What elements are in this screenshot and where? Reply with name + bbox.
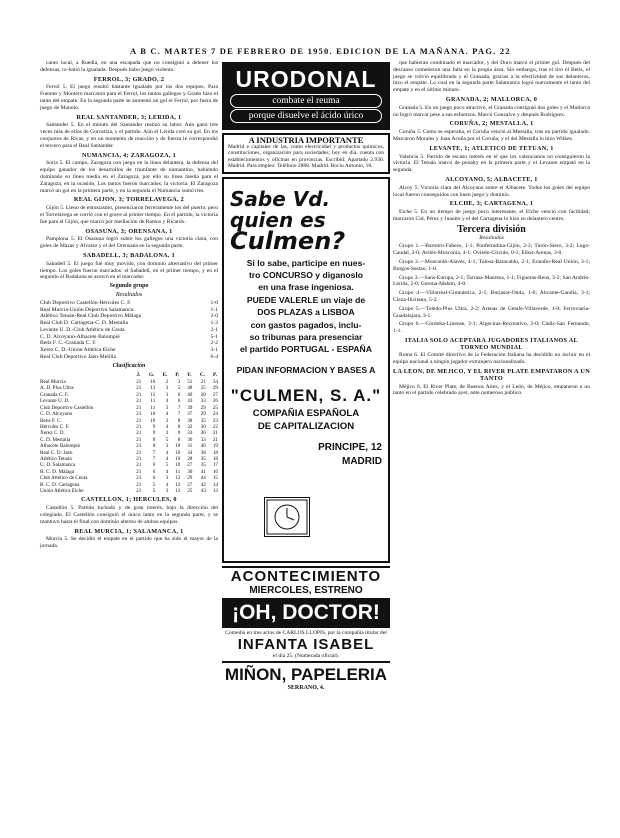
table-cell: 21 (136, 481, 142, 488)
industria-ad (222, 133, 390, 174)
table-cell: 30 (200, 391, 206, 398)
culmen-company1: COMPAÑIA ESPAÑOLA (252, 408, 360, 420)
tercera-title: Tercera división (457, 223, 526, 235)
result-score: 5-1 (210, 333, 218, 340)
table-cell: 12 (175, 481, 181, 488)
table-cell: 10 (175, 443, 181, 450)
result-row (40, 300, 218, 307)
group-title: Segundo grupo (109, 283, 149, 290)
match-title: REAL GIJON, 3; TORRELAVEGA, 2 (73, 196, 185, 204)
table-cell: 33 (200, 398, 206, 405)
team-name: Granada C. F. (40, 391, 69, 398)
match-text: Ferrol 5. El juego resultó bastante igualado por los dos equipos. Para Fuentes y Montero marcaron para el Ferrol, los tantos gallegos y Grado hizo el tanto del empate. En la segunda parte se aumentó un gol el Ferrol, por fuera de juego de Manolo. (40, 84, 218, 111)
match-text: Castellón 5. Partido luchado y de gran interés, bajo la dirección del colegiado. El Castellón consiguió el único tanto en la segunda parte, y se mantuvo hasta el final con dominio alterno de ambos equipos. (40, 505, 218, 525)
results-label: Resultados (115, 291, 143, 298)
table-cell: 25 (187, 487, 193, 494)
result-score: 1-1 (210, 306, 218, 313)
table-cell: 40 (200, 443, 206, 450)
match-text: Granada 5. En un juego poco atractivo, el Granada consiguió dos goles y el Mallorca no logró marcar pese a sus esfuerzos. Marcó Gonzalvo y después Rodríguez. (393, 104, 590, 118)
table-cell: 4 (165, 455, 169, 462)
match-text: Sabadell 5. El juego fué muy movido, con dominio alternativo del primer tiempo. Los goles fueron marcados: el Sabadell, en el primer tiempo, y en el segundo el Badalona se acercó en el marcador. (40, 260, 218, 281)
team-name: Club Atlético de Ceuta (40, 475, 88, 482)
table-cell: 7 (152, 455, 156, 462)
team-name: Club Deportivo Castellón (40, 404, 94, 411)
result-score: 2-0 (210, 313, 218, 320)
result-teams: Real Club Deportivo Jaén-Melilla (40, 354, 116, 361)
table-cell: 12 (175, 475, 181, 482)
tercera-group: Grupo 6.—Córdoba-Linense, 3-1; Algeciras-Recreativo, 2-0; Cádiz-San Fernando, 1-1. (393, 321, 590, 335)
table-cell: 7 (177, 404, 181, 411)
table-cell: 34 (212, 379, 218, 386)
leon-text: Méjico 6. El River Plate, de Buenos Aires, y el León, de Méjico, empataron a un tanto en el partido celebrado ayer, ante numeroso público. (393, 383, 590, 397)
table-cell: 7 (152, 449, 156, 456)
table-cell: 4 (165, 468, 169, 475)
table-cell: 35 (200, 455, 206, 462)
culmen-line: el partido PORTUGAL - ESPAÑA (240, 344, 372, 355)
table-cell: 10 (150, 411, 156, 418)
team-name: C. D. Alcoyano (40, 411, 73, 418)
table-cell: 42 (200, 481, 206, 488)
table-cell: 4 (165, 411, 169, 418)
table-cell: 19 (212, 443, 218, 450)
table-header-cell: F. (187, 371, 192, 378)
table-cell: 6 (152, 462, 156, 469)
culmen-addr1: PRINCIPE, 12 (318, 441, 382, 453)
table-cell: 29 (200, 411, 206, 418)
table-cell: 9 (152, 423, 156, 430)
minon-papeleria: MIÑON, PAPELERIA (222, 661, 390, 685)
infanta-isabel: INFANTA ISABEL (237, 635, 375, 653)
table-cell: 11 (150, 398, 156, 405)
result-score: 2-2 (210, 340, 218, 347)
team-name: Hércules C. F. (40, 423, 70, 430)
table-cell: 13 (175, 487, 181, 494)
team-name: Real Murcia (40, 379, 66, 386)
table-cell: 48 (187, 385, 193, 392)
table-cell: 29 (200, 404, 206, 411)
table-cell: 3 (177, 379, 181, 386)
team-name: Xerez C. D. (40, 430, 65, 437)
table-cell: 33 (187, 430, 193, 437)
result-score: 1-0 (210, 299, 218, 306)
table-cell: 21 (212, 436, 218, 443)
table-row (40, 488, 218, 494)
results-list (40, 300, 218, 361)
table-cell: 26 (212, 398, 218, 405)
match-title: OSASUNA, 3; ORENSANA, 1 (85, 227, 173, 235)
table-cell: 8 (152, 443, 156, 450)
result-row (40, 327, 218, 334)
intro-paragraph: canto local, a Ruedia, en una escapada que no consiguió a detener los defensas, ro-batió la igualada. Después hubo juego violento. (40, 60, 218, 73)
table-cell: 51 (187, 379, 193, 386)
table-cell: 6 (177, 391, 181, 398)
culmen-line: DOS PLAZAS a LISBOA (257, 307, 355, 318)
table-cell: 21 (212, 430, 218, 437)
table-cell: 14 (212, 481, 218, 488)
result-row (40, 334, 218, 341)
match-text: Soria 5. El campo, Zaragoza con juego en la línea delantera, la defensa del equipo ganador de los desarrollos de triunfante de numantino, habiendo dominado su línea media en el Zaragoza, por ello su línea media para el Zaragoza, en la ocasión, Los tantos fueron marcados: la victoria. El Zaragoza marcó un gol en la primera parte, y en la segunda el Numancia sumó tres. (40, 160, 218, 194)
tercera-sub: Resultados (479, 234, 504, 241)
table-cell: 29 (212, 385, 218, 392)
table-cell: 6 (152, 475, 156, 482)
culmen-name: "CULMEN, S. A." (230, 386, 382, 406)
tercera-group: Grupo 5.—Toledo-Plus Ultra, 2-2; Arenas de Getafe-Villaverde, 1-0; Ferroviaria-Guadalajara, 3-1. (393, 305, 590, 319)
table-cell: 21 (136, 443, 142, 450)
table-cell: 8 (152, 436, 156, 443)
match-title: SABADELL, 3; BADALONA, 1 (83, 251, 175, 259)
table-cell: 21 (136, 398, 142, 405)
result-teams: Betis F. C.-Granada C. F. (40, 340, 97, 347)
culmen-line: en una frase ingeniosa. (258, 282, 354, 293)
culmen-company2: DE CAPITALIZACION (257, 420, 355, 432)
column-left (40, 60, 218, 552)
table-cell: 16 (212, 468, 218, 475)
culmen-line: so tribunas para presenciar (249, 331, 363, 342)
table-cell: 39 (187, 404, 193, 411)
table-header-cell: J. (136, 371, 141, 378)
table-cell: 4 (165, 481, 169, 488)
tercera-groups (393, 243, 590, 335)
table-cell: 43 (187, 398, 193, 405)
table-cell: 13 (212, 487, 218, 494)
culmen-head3: Culmen? (230, 226, 346, 255)
match-text: Santander 5. En el minuto del Santander realizó su labor. Aún ganó tres veces más de ellos de Gorostiza, y el partido. Aún el Lérida creó su gol. En los conjuntos de Rivas, y en un momento de reacción y de fuerza le correspondió el tercero para el Real Santander. (40, 122, 218, 149)
tercera-group: Grupo 1.—Barreiro-Fabero, 1-1; Ponferradina-Gijón, 2-2; Turón-Siero, 3-2; Lugo-Caudal, 2-0; Avilés-Mosconia, 4-1; Oviedo-Círculo, 0-1; Eibar-Arenas, 3-0. (393, 243, 590, 257)
table-cell: 11 (175, 468, 181, 475)
tercera-group: Grupo 2.—Moscardó-Alavés, 4-1; Tolosa-Baracaldo, 2-1; Erandio-Real Unión, 3-1; Burgos-Sestao, 1-0. (393, 258, 590, 272)
urodonal-title: URODONAL (235, 66, 377, 92)
table-cell: 21 (136, 404, 142, 411)
team-name: A. D. Plus Ultra (40, 385, 74, 392)
italia-text: Roma 6. El Comité directivo de la Federación Italiana ha decidido no incluir en el equipo nacional a ningún jugador extranjero nacionalizado. (393, 352, 590, 366)
team-name: C. D. Mestalla (40, 436, 71, 443)
miercoles-estreno: MIERCOLES, ESTRENO (249, 584, 363, 596)
result-teams: Xerez C. D.-Unión Atlética Elche (40, 347, 116, 354)
table-cell: 21 (136, 430, 142, 437)
match-title: GRANADA, 2; MALLORCA, 0 (445, 95, 538, 103)
match-reports-2 (40, 497, 218, 550)
table-header-cell: G. (148, 371, 155, 378)
table-cell: 18 (212, 449, 218, 456)
table-cell: 9 (152, 430, 156, 437)
tercera-group: Grupo 4.—Villarreal-Gimnástica, 2-1; Burjasot-Onda, 1-0; Alicante-Gandía, 3-1; Cieza-Ilicitano, 5-2. (393, 290, 590, 303)
acontecimiento-title: ACONTECIMIENTO (222, 566, 390, 585)
table-cell: 29 (187, 475, 193, 482)
match-title: CORUÑA, 2; MESTALLA, 1 (449, 120, 534, 128)
team-name: Betis F. C. (40, 417, 62, 424)
culmen-line: Si lo sabe, participe en nues- (246, 257, 366, 268)
leon-title: LA LEON, DE MEJICO, Y EL RIVER PLATE EMPATARON A UN TANTO (393, 368, 590, 382)
table-cell: 28 (187, 455, 193, 462)
urodonal-sub1: combate el reuma (230, 94, 382, 108)
team-name: Atlético Tetuán (40, 455, 72, 462)
table-cell: 4 (165, 423, 169, 430)
match-text: Valencia 5. Partido de escaso interés en el que los valencianos no consiguieron la victoria. El Tetuán marcó de penalty en la primera parte y el Levante empató en la segunda. (393, 153, 590, 174)
culmen-info: PIDAN INFORMACION Y BASES A (236, 364, 376, 375)
table-cell: 3 (165, 391, 169, 398)
table-cell: 17 (212, 462, 218, 469)
match-title: CASTELLON, 1; HERCULES, 0 (81, 496, 177, 504)
match-text: Elche 5. En un tiempo de juego poco interesante, el Elche venció con facilidad; marcaron Cid, Pérez y Juanito y el del Cartagena lo hizo su delantero centro. (393, 209, 590, 222)
table-cell: 35 (200, 417, 206, 424)
table-cell: 22 (212, 423, 218, 430)
table-cell: 13 (150, 385, 156, 392)
table-cell: 4 (165, 398, 169, 405)
match-title: LEVANTE, 1; ATLETICO DE TETUAN, 1 (429, 144, 554, 152)
table-header-cell: P. (175, 371, 180, 378)
result-row (40, 320, 218, 327)
table-cell: 18 (212, 455, 218, 462)
table-cell: 25 (200, 385, 206, 392)
table-cell: 21 (136, 436, 142, 443)
comedia-text: Comedia en tres actos de CARLOS LLOPIS, por la compañía titular del (225, 629, 387, 636)
table-cell: 32 (187, 423, 193, 430)
table-cell: 37 (187, 411, 193, 418)
table-cell: 43 (200, 487, 206, 494)
culmen-headline (230, 186, 382, 255)
team-name: Unión Atlética Elche (40, 487, 84, 494)
match-title: ALCOYANO, 5; ALBACETE, 1 (445, 175, 538, 183)
advertisements-column (222, 62, 390, 691)
table-cell: 12 (150, 391, 156, 398)
table-cell: 21 (136, 411, 142, 418)
result-row (40, 313, 218, 320)
italia-title: ITALIA SOLO ACEPTARA JUGADORES ITALIANOS AL TORNEO MUNDIAL (405, 336, 578, 351)
match-text: Murcia 5. Se decidió el empate en el partido que ha sido el mayor de la jornada. (40, 536, 218, 550)
industria-title: A INDUSTRIA IMPORTANTE (248, 135, 364, 145)
culmen-head1: Sabe Vd. (230, 186, 331, 211)
table-cell: 34 (187, 449, 193, 456)
table-cell: 5 (165, 462, 169, 469)
table-cell: 8 (177, 423, 181, 430)
team-name: U. D. Salamanca (40, 462, 76, 469)
table-cell: 21 (136, 417, 142, 424)
urodonal-ad (222, 62, 390, 130)
table-cell: 21 (136, 423, 142, 430)
table-cell: 23 (212, 417, 218, 424)
result-row (40, 307, 218, 314)
match-reports-right (393, 97, 590, 223)
column-right (393, 60, 590, 399)
match-title: FERROL, 3; GRADO, 2 (93, 75, 165, 83)
table-cell: 25 (212, 404, 218, 411)
table-cell: 2 (165, 379, 169, 386)
match-text: Gijón 5. Lleno de entusiasmo, presenciaron ferreramente los del puerto, pero el Torrelavega se corrió con el grave al primer tiempo. En el partido, la victoria fue para el Gijón, que marcó por mediación de Ramos y Ricardo. (40, 205, 218, 225)
table-cell: 33 (200, 436, 206, 443)
table-cell: 31 (187, 443, 193, 450)
table-header-cell: E. (162, 371, 168, 378)
table-cell: 6 (152, 468, 156, 475)
clock-illustration-icon (264, 497, 310, 537)
team-name: Albacete Balompié (40, 443, 80, 450)
table-cell: 10 (175, 462, 181, 469)
table-cell: 3 (165, 487, 169, 494)
result-row (40, 340, 218, 347)
industria-text: Madrid e capitales de las, como electricidad y productos químicos, constituciones, organización para sociedades; hoy en día, cuenta con establecimientos y oficinas en provincias. Escribid: Apartado 2.930. Madrid. Para empleo: Teléfono 2888. Madrid. Bocio Antonio, 18. (228, 143, 384, 169)
result-score: 1-3 (210, 320, 218, 327)
table-cell: 3 (165, 430, 169, 437)
table-cell: 3 (165, 404, 169, 411)
result-teams: Levante U. D.-Club Atlético de Ceuta (40, 326, 125, 333)
table-header-cell (40, 371, 129, 379)
standings-table (40, 371, 218, 495)
standings-header (40, 371, 218, 379)
table-cell: 21 (136, 385, 142, 392)
table-cell: 21 (136, 449, 142, 456)
result-score: 2-1 (210, 326, 218, 333)
intro-paragraph-right: que habieran combinado el marcador, y del Duro marcó el primer gol. Después del descanso cometieron una falta en la propia área. Sin embargo, tras el tiro el Betis, el juego se volvió equilibrado y el Granada, gracias a la efectividad de sus delanteros, hizo el empate. Lo cual en la segunda parte Salamanca logró nuevamente el tanto del empate y en el último minuto. (393, 60, 590, 94)
match-title: REAL MURCIA, 1; SALAMANCA, 1 (74, 527, 184, 535)
table-cell: 21 (136, 391, 142, 398)
table-cell: 36 (200, 430, 206, 437)
table-cell: 10 (175, 455, 181, 462)
culmen-lines (230, 257, 382, 356)
table-cell: 21 (136, 455, 142, 462)
match-reports (40, 77, 218, 282)
table-cell: 21 (136, 468, 142, 475)
table-cell: 30 (187, 468, 193, 475)
match-text: Pamplona 5. El Osasuna logró sobre los gallegos una victoria clara, con goles de Mazas y Alvarez y el del Orensana en la segunda parte. (40, 236, 218, 250)
table-cell: 21 (136, 462, 142, 469)
table-cell: 4 (165, 449, 169, 456)
table-label: Clasificación (112, 362, 146, 369)
table-cell: 21 (200, 379, 206, 386)
table-cell: 30 (200, 423, 206, 430)
result-score: 3-1 (210, 347, 218, 354)
match-title: NUMANCIA, 4; ZARAGOZA, 1 (82, 151, 176, 159)
result-score: 6-4 (210, 354, 218, 361)
urodonal-sub2: porque disuelve el ácido úrico (230, 109, 382, 123)
table-cell: 9 (177, 430, 181, 437)
table-cell: 10 (150, 417, 156, 424)
match-text: Coruña 5. Como se esperaba, el Coruña venció al Mestalla, tras un partido igualado. Marcaron Morales y Juan Acuña por el Coruña, y el del Mestalla lo hizo Wilkes. (393, 129, 590, 142)
result-row (40, 347, 218, 354)
table-cell: 35 (200, 462, 206, 469)
table-header-cell: C. (199, 371, 205, 378)
team-name: Real C. D. Jaén (40, 449, 73, 456)
table-cell: 27 (212, 391, 218, 398)
result-teams: Real Murcia-Unión Deportiva Salamanca. (40, 306, 135, 313)
page-header: A B C. MARTES 7 DE FEBRERO DE 1950. EDICION DE LA MAÑANA. PAG. 22 (130, 46, 511, 56)
table-cell: 21 (136, 379, 142, 386)
fecha-text: el día 25. (Numerada oficial). (272, 652, 340, 659)
table-cell: 5 (152, 481, 156, 488)
table-cell: 3 (165, 443, 169, 450)
oh-doctor-title: ¡OH, DOCTOR! (222, 598, 390, 628)
table-cell: 38 (187, 417, 193, 424)
match-text: Alcoy 5. Victoria clara del Alcoyano sobre el Albacete. Todos los goles del equipo local fueron conseguidos con buen juego y dominio. (393, 184, 590, 198)
team-name: R. C. D. Málaga (40, 468, 75, 475)
culmen-addr2: MADRID (342, 455, 382, 467)
culmen-address (230, 441, 382, 469)
team-name: R. C. D. Cartagena (40, 481, 80, 488)
result-teams: Real Club D. Cartagena-C. D. Mestalla (40, 320, 128, 327)
table-cell: 27 (187, 481, 193, 488)
table-cell: 5 (165, 436, 169, 443)
result-row (40, 354, 218, 361)
table-cell: 44 (200, 475, 206, 482)
culmen-line: con gastos pagados, inclu- (250, 319, 362, 330)
table-header-cell: P. (213, 371, 217, 378)
table-cell: 8 (177, 436, 181, 443)
table-cell: 8 (177, 417, 181, 424)
table-cell: 5 (152, 487, 156, 494)
match-title: REAL SANTANDER, 3; LERIDA, 1 (76, 113, 182, 121)
table-cell: 41 (200, 468, 206, 475)
table-cell: 36 (187, 436, 193, 443)
table-cell: 38 (200, 449, 206, 456)
table-cell: 11 (150, 404, 156, 411)
table-cell: 16 (150, 379, 156, 386)
table-cell: 24 (212, 411, 218, 418)
table-cell: 3 (165, 385, 169, 392)
table-cell: 7 (177, 411, 181, 418)
result-teams: Club Deportivo Castellón-Hércules C. F. (40, 299, 132, 306)
table-cell: 3 (165, 417, 169, 424)
result-teams: Atlético Tetuán-Real Club Deportivo Málaga (40, 313, 142, 320)
table-cell: 21 (136, 487, 142, 494)
culmen-line: tro CONCURSO y diganoslo (248, 269, 364, 280)
result-teams: C. D. Alcoyano-Albacete Balompié (40, 333, 120, 340)
culmen-line: PUEDE VALERLE un viaje de (246, 294, 366, 305)
table-cell: 15 (212, 475, 218, 482)
serrano-address: SERRANO, 4. (287, 684, 325, 691)
tercera-group: Grupo 3.—Sans-Europa, 2-1; Tarrasa-Manresa, 1-1; Figueras-Reus, 3-2; San Andrés-Lérida, 2-0; Gerona-Mahón, 4-0. (393, 274, 590, 288)
table-cell: 3 (165, 475, 169, 482)
culmen-head2: quien es (230, 207, 326, 232)
table-cell: 40 (187, 391, 193, 398)
team-name: Levante U. D. (40, 398, 70, 405)
match-title: ELCHE, 3; CARTAGENA, 1 (449, 200, 534, 208)
table-cell: 6 (177, 398, 181, 405)
table-cell: 10 (175, 449, 181, 456)
table-cell: 27 (187, 462, 193, 469)
culmen-ad (222, 177, 390, 563)
table-cell: 21 (136, 475, 142, 482)
table-cell: 5 (177, 385, 181, 392)
